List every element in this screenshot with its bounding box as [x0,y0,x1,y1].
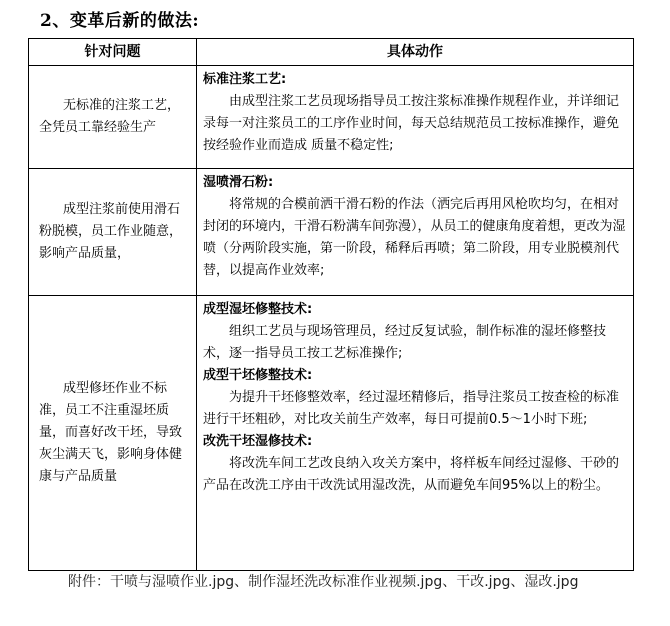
column-header-problem: 针对问题 [29,39,197,66]
action-title: 成型湿坯修整技术: [203,302,313,317]
problem-cell: 成型修坯作业不标准，员工不注重湿坯质量，而喜好改干坯，导致灰尘满天飞，影响身体健康与产品质量 [29,296,197,571]
action-title: 改洗干坯湿修技术: [203,434,313,449]
measures-table [28,38,634,571]
problem-cell: 无标准的注浆工艺，全凭员工靠经验生产 [29,66,197,169]
action-title: 湿喷滑石粉: [203,175,274,190]
action-text: 将常规的合模前洒干滑石粉的作法（洒完后再用风枪吹均匀，在相对封闭的环境内，干滑石粉满车间弥漫），从员工的健康角度着想，更改为湿喷（分两阶段实施，第一阶段，稀释后再喷；第二阶段，用专业脱模剂代替，以提高作业效率; [203,197,626,278]
column-header-action: 具体动作 [197,39,634,66]
action-text: 为提升干坯修整效率，经过湿坯精修后，指导注浆员工按查检的标准进行干坯粗砂，对比攻关前生产效率，每日可提前0.5～1小时下班; [203,390,620,427]
table-row [29,169,634,296]
action-text: 由成型注浆工艺员现场指导员工按注浆标准操作规程作业，并详细记录每一对注浆员工的工序作业时间，每天总结规范员工按标准操作，避免按经验作业而造成 质量不稳定性; [203,94,620,153]
problem-cell: 成型注浆前使用滑石粉脱模，员工作业随意，影响产品质量， [29,169,197,296]
action-text: 将改洗车间工艺改良纳入攻关方案中，将样板车间经过湿修、干砂的产品在改洗工序由干改洗试用湿改洗，从而避免车间95%以上的粉尘。 [203,456,620,493]
table-row [29,296,634,571]
action-text: 组织工艺员与现场管理员，经过反复试验，制作标准的湿坯修整技术，逐一指导员工按工艺标准操作; [203,324,607,361]
action-cell [197,169,634,296]
section-heading: 2、变革后新的做法: [40,11,200,31]
action-cell [197,66,634,169]
table-row [29,66,634,169]
table-header-row [29,39,634,66]
action-title: 标准注浆工艺: [203,72,287,87]
action-title: 成型干坯修整技术: [203,368,313,383]
action-cell [197,296,634,571]
attachments-line: 附件：干喷与湿喷作业.jpg、制作湿坯洗改标准作业视频.jpg、干改.jpg、湿改.jpg [68,574,579,590]
